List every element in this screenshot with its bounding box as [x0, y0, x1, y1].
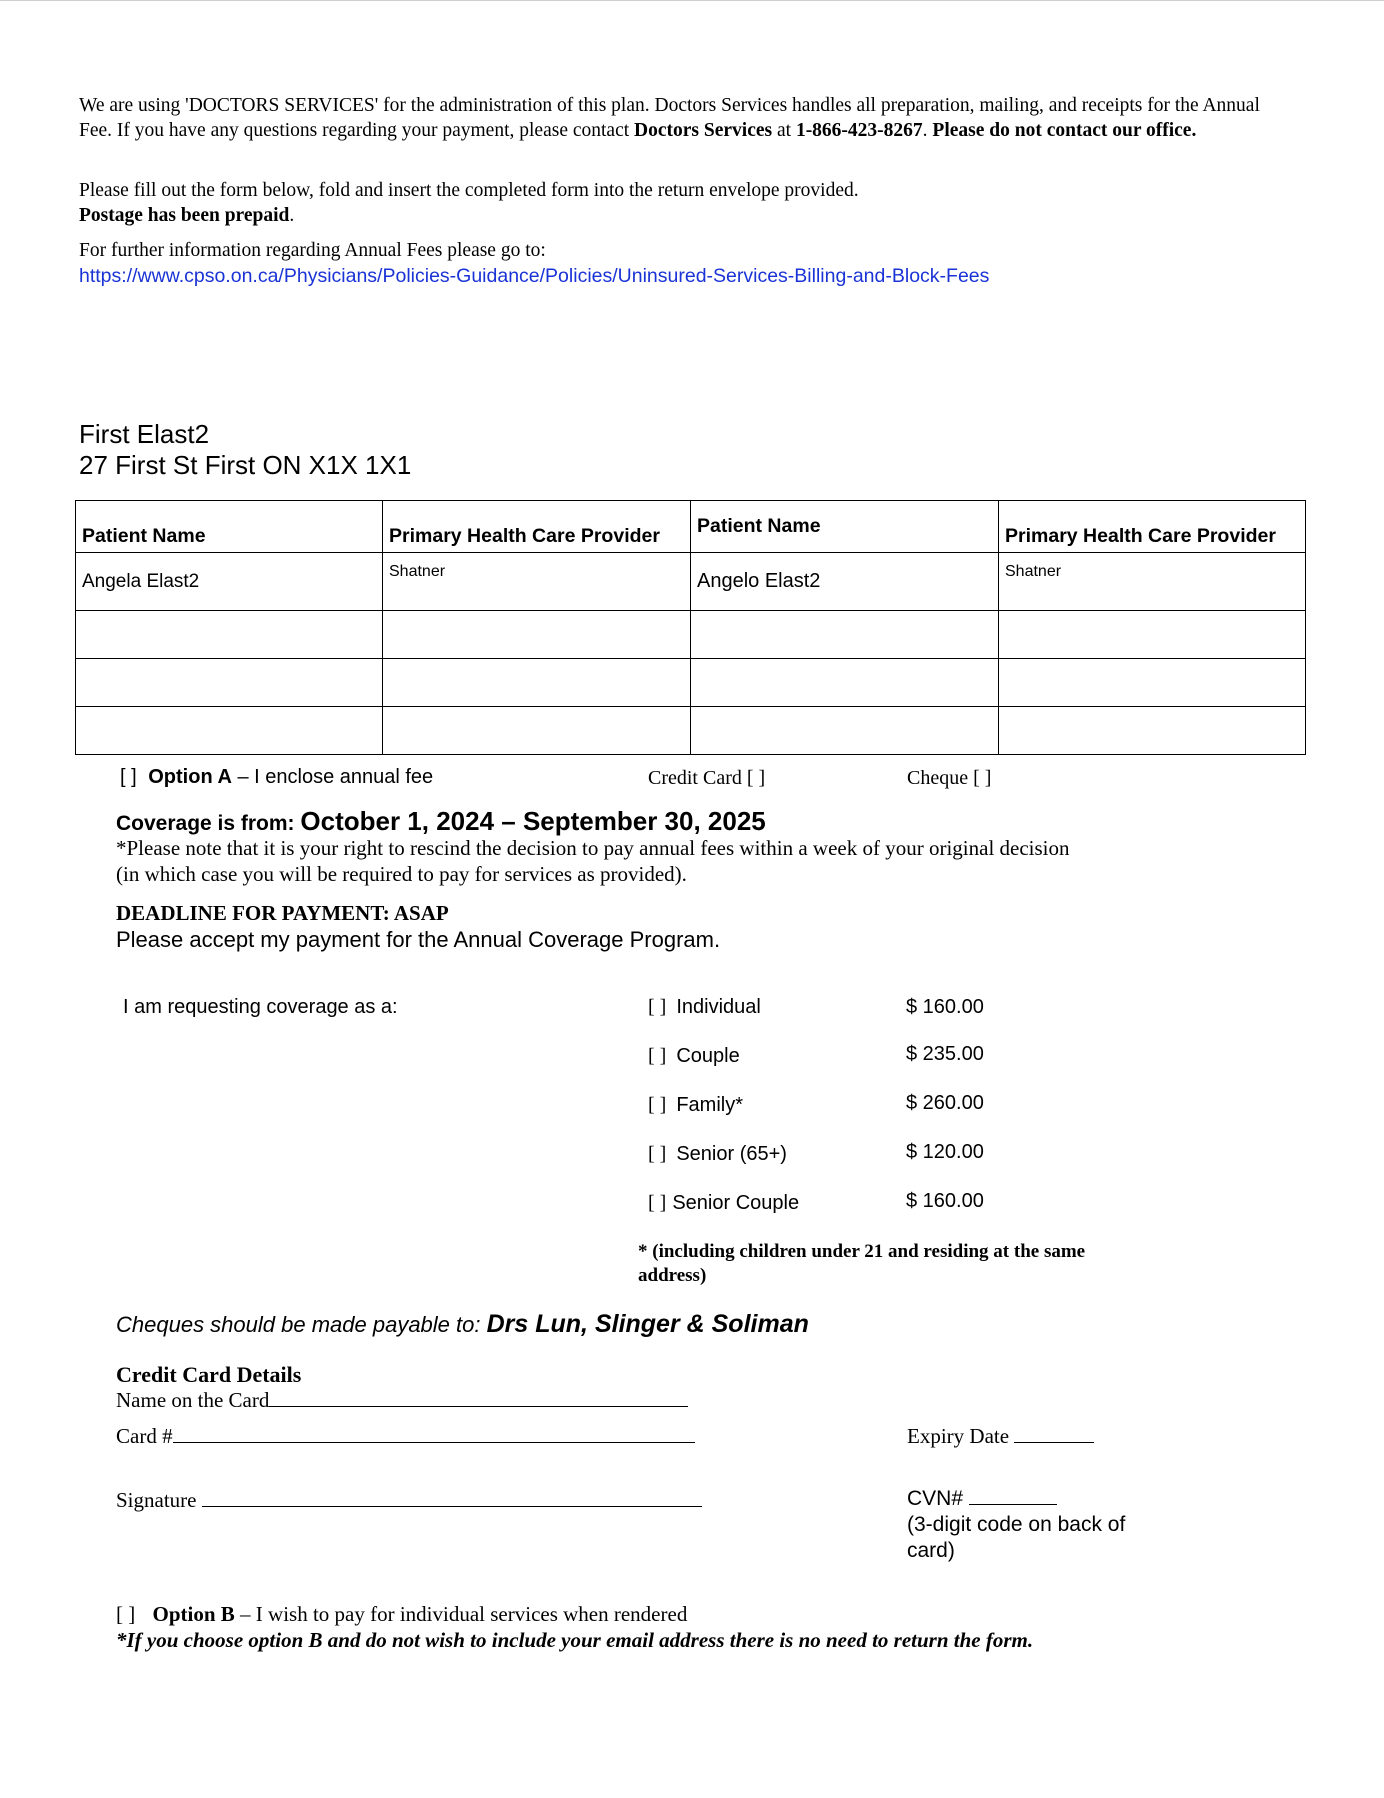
signature-label: Signature	[116, 1488, 202, 1512]
table-row	[76, 553, 1306, 611]
rescind-note-line-1: *Please note that it is your right to rescind the decision to pay annual fees within a week of your original decision	[116, 836, 1070, 860]
plan-label: Senior (65+)	[676, 1143, 787, 1165]
option-a	[120, 766, 433, 789]
cvn-field[interactable]	[907, 1486, 1125, 1564]
recipient-address: 27 First St First ON X1X 1X1	[79, 450, 412, 480]
plan-option-senior-couple[interactable]	[648, 1192, 1048, 1241]
table-row	[76, 707, 1306, 755]
empty-cell[interactable]	[691, 659, 999, 707]
plan-label: Couple	[676, 1045, 740, 1067]
option-a-text: – I enclose annual fee	[231, 766, 434, 788]
expiry-date-field[interactable]	[907, 1424, 1094, 1449]
empty-cell[interactable]	[383, 659, 691, 707]
provider-cell[interactable]: Shatner	[999, 553, 1306, 611]
postage-prepaid: Postage has been prepaid	[79, 204, 290, 226]
empty-cell[interactable]	[999, 611, 1306, 659]
provider-cell[interactable]: Shatner	[383, 553, 691, 611]
address-block	[79, 419, 411, 481]
postage-period: .	[289, 204, 295, 226]
payment-deadline: DEADLINE FOR PAYMENT: ASAP	[116, 901, 449, 925]
intro-paragraph-3	[79, 239, 989, 289]
empty-cell[interactable]	[76, 707, 383, 755]
empty-cell[interactable]	[76, 611, 383, 659]
table-row	[76, 659, 1306, 707]
plan-option-couple[interactable]	[648, 1045, 1048, 1094]
credit-card-title: Credit Card Details	[116, 1362, 302, 1387]
option-a-checkbox[interactable]: [ ]	[120, 766, 137, 788]
empty-cell[interactable]	[76, 659, 383, 707]
rescind-note	[116, 835, 1070, 887]
intro-text-period: .	[922, 119, 933, 141]
plan-label: Family*	[676, 1094, 743, 1116]
rescind-note-line-2: (in which case you will be required to pay for services as provided).	[116, 862, 687, 886]
cvn-label: CVN#	[907, 1487, 969, 1510]
plan-checkbox[interactable]: [ ]	[648, 1143, 667, 1165]
header-patient-name-1: Patient Name	[76, 501, 383, 553]
plan-label: Individual	[676, 996, 761, 1018]
plan-price: $ 260.00	[906, 1092, 984, 1114]
intro-text-at: at	[772, 119, 796, 141]
recipient-name: First Elast2	[79, 419, 210, 449]
plan-label: Senior Couple	[672, 1192, 800, 1214]
empty-cell[interactable]	[691, 707, 999, 755]
empty-cell[interactable]	[999, 659, 1306, 707]
name-on-card-label: Name on the Card	[116, 1388, 270, 1412]
plan-option-family[interactable]	[648, 1094, 1048, 1143]
phone-number: 1-866-423-8267	[795, 119, 923, 141]
family-footnote-line-2: address)	[638, 1265, 707, 1286]
patient-name-cell[interactable]: Angelo Elast2	[691, 553, 999, 611]
header-provider-1: Primary Health Care Provider	[383, 501, 691, 553]
plan-checkbox[interactable]: [ ]	[648, 1045, 667, 1067]
option-b	[116, 1602, 687, 1627]
accept-payment-text: Please accept my payment for the Annual Coverage Program.	[116, 927, 721, 952]
name-on-card-line[interactable]	[269, 1388, 688, 1407]
intro-paragraph-1	[79, 94, 1289, 143]
option-a-label: Option A	[148, 766, 232, 788]
card-number-label: Card #	[116, 1424, 173, 1448]
empty-cell[interactable]	[999, 707, 1306, 755]
fold-instructions: Please fill out the form below, fold and insert the completed form into the return envelope provided.	[79, 180, 859, 201]
do-not-contact-note: Please do not contact our office.	[932, 119, 1197, 141]
request-coverage-label: I am requesting coverage as a:	[123, 996, 398, 1018]
table-header-row	[76, 501, 1306, 553]
header-provider-2: Primary Health Care Provider	[999, 501, 1306, 553]
plan-option-individual[interactable]	[648, 996, 1048, 1045]
cvn-line[interactable]	[969, 1486, 1057, 1505]
table-row	[76, 611, 1306, 659]
cheques-payable	[116, 1310, 809, 1339]
coverage-label: Coverage is from:	[116, 812, 301, 835]
plan-options	[648, 996, 1048, 1241]
plan-price: $ 160.00	[906, 996, 984, 1018]
card-number-field[interactable]	[116, 1424, 695, 1449]
cheques-payee: Drs Lun, Slinger & Soliman	[486, 1310, 809, 1338]
intro-text: We are using 'DOCTORS SERVICES' for the administration of this plan. Doctors Services handles all preparation, mailing, and receipts for the Annual Fee. If you have any questions regarding your payment, please contact	[79, 95, 1260, 141]
signature-line[interactable]	[202, 1488, 702, 1507]
option-b-label: Option B	[152, 1602, 235, 1626]
expiry-date-line[interactable]	[1014, 1424, 1094, 1443]
cheque-checkbox[interactable]: Cheque [ ]	[907, 767, 992, 789]
patient-table	[75, 500, 1306, 755]
name-on-card-field[interactable]	[116, 1388, 688, 1413]
cheques-payable-label: Cheques should be made payable to:	[116, 1312, 487, 1337]
doctors-services-name: Doctors Services	[634, 119, 773, 141]
patient-name-cell[interactable]: Angela Elast2	[76, 553, 383, 611]
plan-price: $ 120.00	[906, 1141, 984, 1163]
plan-checkbox[interactable]: [ ]	[648, 996, 667, 1018]
cpso-link[interactable]: https://www.cpso.on.ca/Physicians/Policies-Guidance/Policies/Uninsured-Services-Billing-and-Block-Fees	[79, 264, 990, 287]
signature-field[interactable]	[116, 1488, 702, 1513]
page-top-edge	[0, 0, 1384, 1]
plan-price: $ 160.00	[906, 1190, 984, 1212]
option-b-text: – I wish to pay for individual services when rendered	[234, 1602, 688, 1626]
plan-checkbox[interactable]: [ ]	[648, 1192, 667, 1214]
cvn-note-line-1: (3-digit code on back of	[907, 1513, 1126, 1536]
empty-cell[interactable]	[383, 707, 691, 755]
plan-checkbox[interactable]: [ ]	[648, 1094, 667, 1116]
intro-paragraph-2	[79, 179, 859, 228]
header-patient-name-2: Patient Name	[691, 501, 999, 553]
family-footnote-line-1: * (including children under 21 and residing at the same	[638, 1241, 1086, 1262]
card-number-line[interactable]	[173, 1424, 695, 1443]
credit-card-checkbox[interactable]: Credit Card [ ]	[648, 767, 766, 789]
expiry-date-label: Expiry Date	[907, 1424, 1015, 1448]
cvn-note-line-2: card)	[907, 1539, 955, 1562]
plan-option-senior[interactable]	[648, 1143, 1048, 1192]
option-b-note: *If you choose option B and do not wish to include your email address there is no need to return the form.	[116, 1628, 1034, 1652]
option-b-checkbox[interactable]: [ ]	[116, 1602, 136, 1626]
empty-cell[interactable]	[691, 611, 999, 659]
coverage-line	[116, 806, 766, 837]
further-info-text: For further information regarding Annual Fees please go to:	[79, 240, 546, 261]
family-footnote	[638, 1240, 1085, 1288]
empty-cell[interactable]	[383, 611, 691, 659]
plan-price: $ 235.00	[906, 1043, 984, 1065]
coverage-dates: October 1, 2024 – September 30, 2025	[300, 806, 766, 836]
